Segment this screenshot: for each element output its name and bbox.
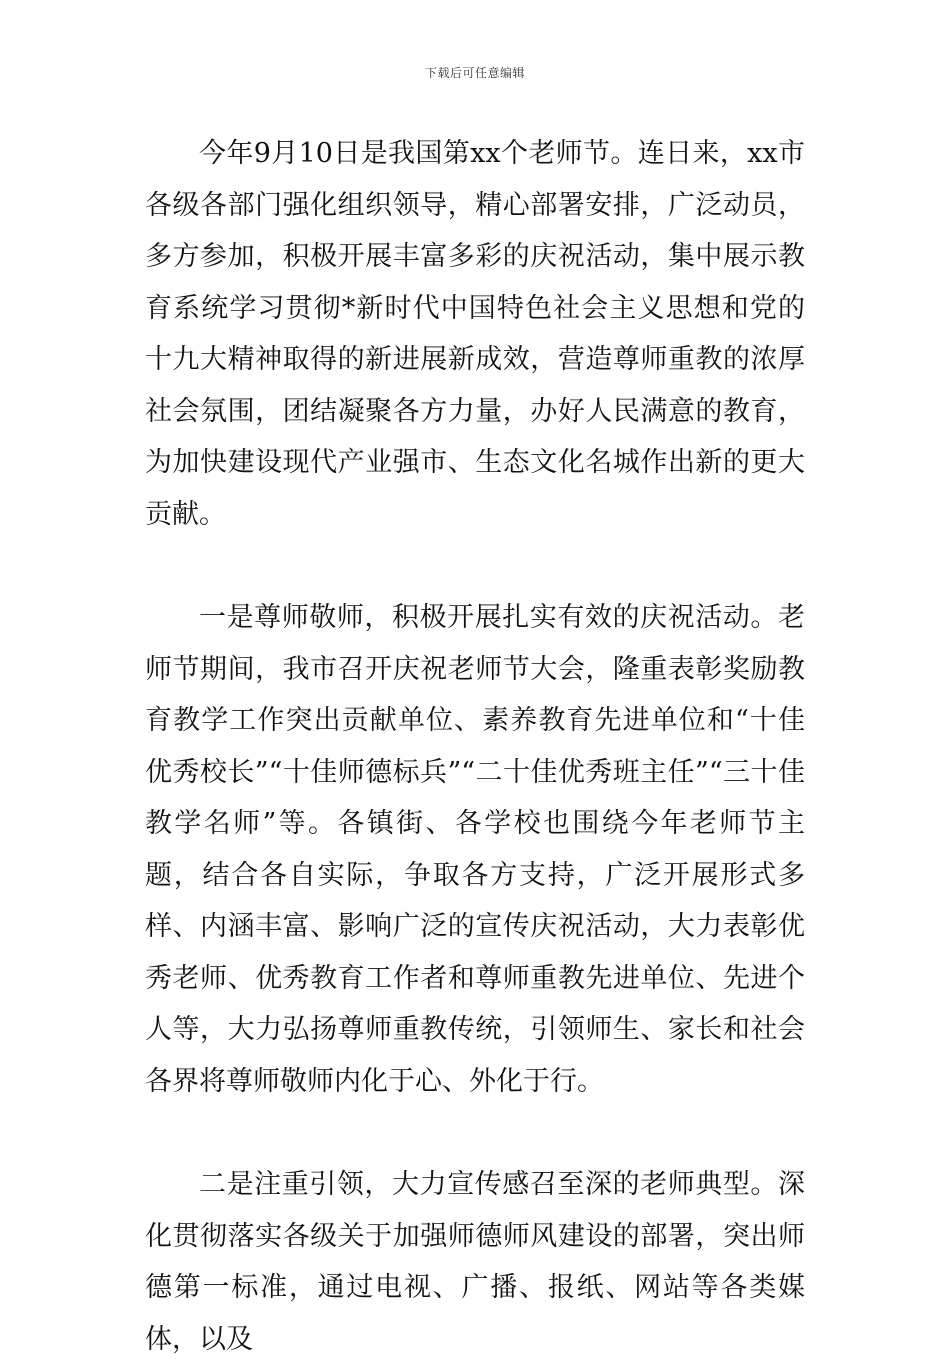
paragraph-point-one: 一是尊师敬师，积极开展扎实有效的庆祝活动。老师节期间，我市召开庆祝老师节大会，隆重表彰奖励教育教学工作突出贡献单位、素养教育先进单位和“十佳优秀校长”“十佳师德标兵”“二十佳优秀班主任”“三十佳教学名师”等。各镇街、各学校也围绕今年老师节主题，结合各自实际，争取各方支持，广泛开展形式多样、内涵丰富、影响广泛的宣传庆祝活动，大力表彰优秀老师、优秀教育工作者和尊师重教先进单位、先进个人等，大力弘扬尊师重教传统，引领师生、家长和社会各界将尊师敬师内化于心、外化于行。 [145,602,805,1097]
document-body [145,128,805,1365]
paragraph-spacer [145,1107,805,1159]
paragraph-intro: 今年9月10日是我国第xx个老师节。连日来，xx市各级各部门强化组织领导，精心部署安排，广泛动员，多方参加，积极开展丰富多彩的庆祝活动，集中展示教育系统学习贯彻*新时代中国特色社会主义思想和党的十九大精神取得的新进展新成效，营造尊师重教的浓厚社会氛围，团结凝聚各方力量，办好人民满意的教育，为加快建设现代产业强市、生态文化名城作出新的更大贡献。 [145,138,805,530]
paragraph-spacer [145,540,805,592]
header-note: 下载后可任意编辑 [424,66,525,80]
paragraph-point-two: 二是注重引领，大力宣传感召至深的老师典型。深化贯彻落实各级关于加强师德师风建设的部署，突出师德第一标准，通过电视、广播、报纸、网站等各类媒体，以及 [145,1169,805,1355]
